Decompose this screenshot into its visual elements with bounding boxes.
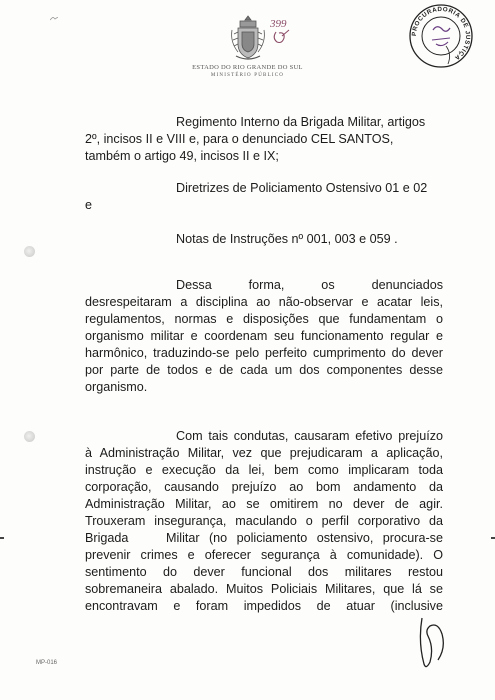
handwritten-page-number [268,16,294,46]
paragraph-1-line-2: 2º, incisos II e VIII e, para o denunciado CEL SANTOS, [85,132,394,146]
paragraph-4-line-4: organismo militar e coordenam seu funcionamento regular e [85,329,443,343]
paragraph-4-line-2: desrespeitaram a disciplina ao não-observar e acatar leis, [85,295,443,309]
paragraph-3: Notas de Instruções nº 001, 003 e 059 . [176,232,398,246]
paragraph-5-line-7: Brigada Militar (no policiamento ostensivo, procura-se [85,531,443,545]
punch-hole [24,431,35,442]
paragraph-5-line-3: instrução e execução da lei, bem como implicaram toda [85,463,443,477]
paragraph-5-line-6: Trouxeram insegurança, maculando o perfil corporativo da [85,514,443,528]
paragraph-4-line-1: Dessa forma, os denunciados [176,278,443,292]
paragraph-1-line-3: também o artigo 49, incisos II e IX; [85,149,279,163]
svg-text:PROCURADORIA DE JUSTIÇA: PROCURADORIA DE JUSTIÇA [410,5,472,62]
state-header: ESTADO DO RIO GRANDE DO SUL [192,64,303,71]
office-header: MINISTÉRIO PÚBLICO [210,73,285,78]
paragraph-4-line-5: harmônico, traduzindo-se pelo perfeito cumprimento do dever [85,346,443,360]
paragraph-5-line-11: encontravam e foram impedidos de atuar (inclusive [85,599,443,613]
paragraph-5-line-1: Com tais condutas, causaram efetivo prejuízo [176,429,443,443]
handwritten-signature [412,612,454,672]
paragraph-1-line-1: Regimento Interno da Brigada Militar, artigos [176,115,426,129]
paragraph-5-line-10: sobremaneira abalado. Muitos Policiais Militares, que lá se [85,582,443,596]
paragraph-5-line-4: corporação, causando prejuízo ao bom andamento da [85,480,443,494]
paragraph-5-line-5: Administração Militar, ao se omitirem no dever de agir. [85,497,443,511]
paragraph-5-line-2: à Administração Militar, vez que prejudicaram a aplicação, [85,446,443,460]
paragraph-2-line-1: Diretrizes de Policiamento Ostensivo 01 e 02 [176,181,428,195]
paragraph-4-line-7: organismo. [85,380,148,394]
paragraph-5-line-8: prevenir crimes e oferecer segurança à comunidade). O [85,548,443,562]
svg-text:399: 399 [270,18,287,30]
official-stamp [406,2,476,70]
coat-of-arms-icon [228,14,268,62]
edge-mark [491,537,495,539]
punch-hole [24,246,35,257]
scan-mark [50,8,58,12]
edge-mark [0,537,4,539]
paragraph-2-line-2: e [85,198,93,212]
form-code: MP-016 [36,660,58,666]
paragraph-4-line-3: regulamentos, normas e disposições que fundamentam o [85,312,443,326]
paragraph-4-line-6: por parte de todos e de cada um dos componentes desse [85,363,443,377]
paragraph-5-line-9: sentimento do dever funcional dos militares restou [85,565,443,579]
